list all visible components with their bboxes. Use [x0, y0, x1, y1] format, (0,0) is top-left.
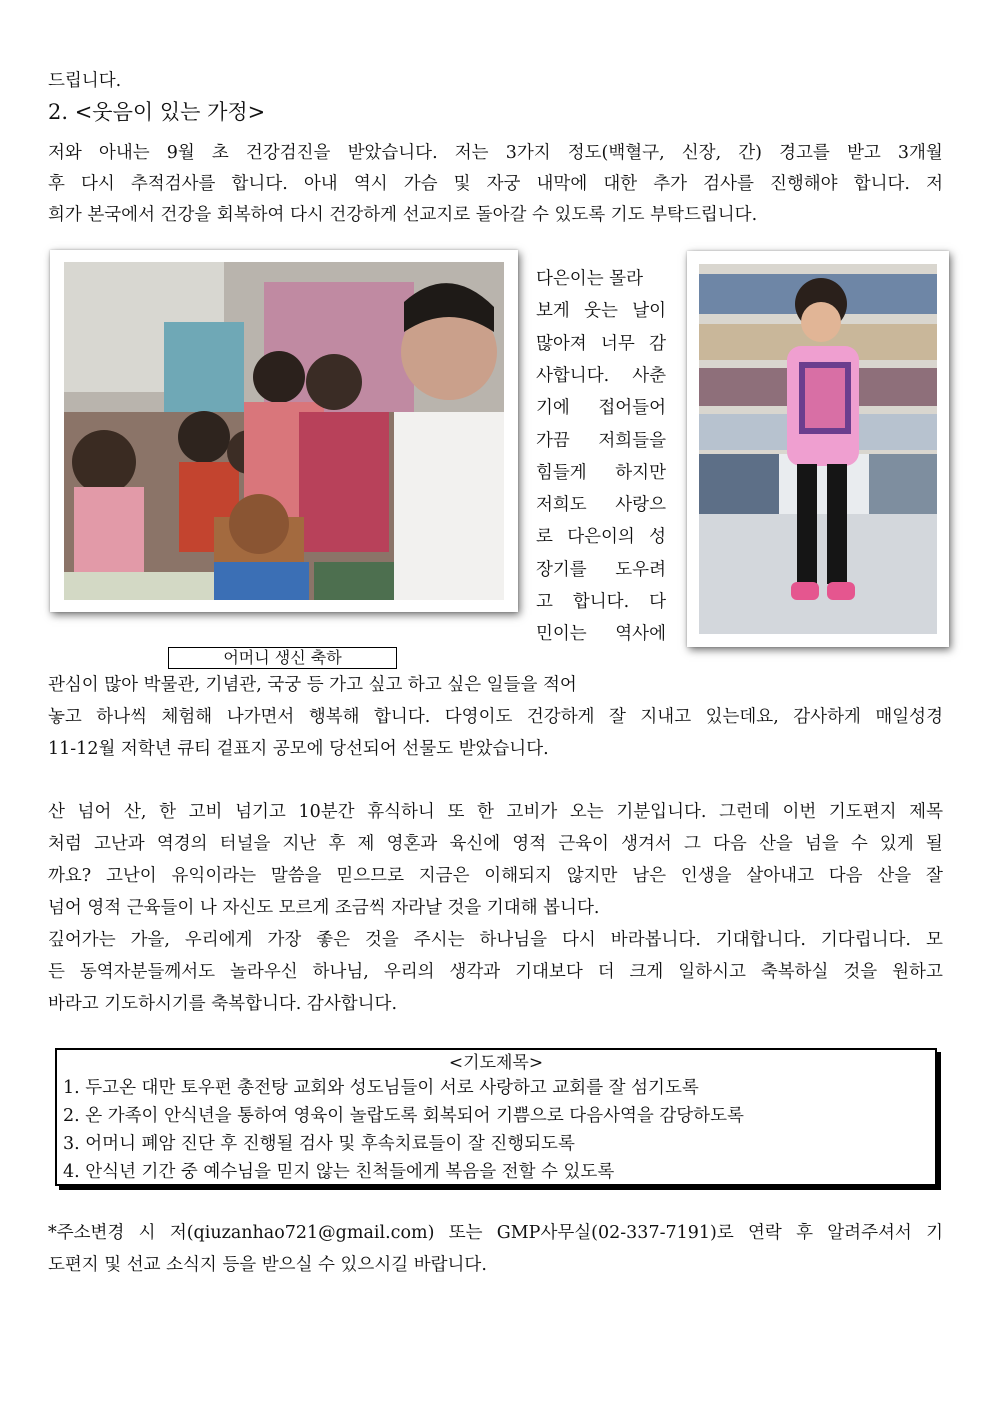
children-line-3: 11-12월 저학년 큐티 겉표지 공모에 당선되어 선물도 받았습니다.: [48, 739, 549, 759]
word: 고비: [188, 802, 223, 822]
word: 오는: [569, 802, 604, 822]
word: 기대보다: [515, 962, 583, 982]
word: 역시: [353, 174, 388, 194]
word: 든: [48, 962, 65, 982]
word: 깊어가는: [48, 930, 116, 950]
word: 정도(백혈구,: [567, 143, 665, 163]
word: 놓고: [48, 707, 82, 727]
prayer-topics-box: [55, 1048, 937, 1186]
word: 믿으므로: [336, 866, 404, 886]
word: 지난: [282, 834, 317, 854]
word: 그런데: [719, 802, 770, 822]
word: 도우려: [615, 559, 666, 580]
word: 건강하게: [526, 707, 595, 727]
word: 다시: [562, 930, 596, 950]
autumn-line-2: [48, 957, 943, 987]
word: 될: [925, 834, 943, 854]
children-line-1: 관심이 많아 박물관, 기념관, 국궁 등 가고 싶고 하고 싶은 일들을 적어: [48, 675, 577, 695]
prayer-item-3: 3. 어머니 폐암 진단 후 진행될 검사 및 후속치료들이 잘 진행되도록: [63, 1134, 575, 1154]
word: 저희들을: [598, 430, 666, 451]
word: 까요?: [48, 866, 92, 886]
word: 잘: [609, 707, 626, 727]
word: 저(qiuzanhao721@gmail.com): [169, 1223, 435, 1243]
word: 않지만: [566, 866, 618, 886]
word: 것을: [365, 930, 399, 950]
word: 및: [453, 174, 471, 194]
prayer-title: <기도제목>: [448, 1053, 544, 1073]
word: 넘기고: [235, 802, 286, 822]
word: 하나님,: [312, 962, 369, 982]
family-photo-frame: [50, 250, 518, 612]
family-birthday-photo: [64, 262, 504, 600]
word: 가끔: [536, 430, 570, 451]
word: 내막에: [536, 174, 588, 194]
word: 하나님을: [479, 930, 548, 950]
word: 산을: [758, 834, 793, 854]
word: 자궁: [486, 174, 521, 194]
word: 다: [649, 592, 666, 612]
autumn-line-3: 바라고 기도하시기를 축복합니다. 감사합니다.: [48, 994, 398, 1014]
word: 인생을: [680, 866, 732, 886]
word: 10분간: [298, 802, 355, 822]
word: 3개월: [897, 143, 943, 163]
word: 사합니다.: [536, 365, 610, 386]
health-line-2: [48, 169, 943, 199]
word: 하나씩: [96, 707, 148, 727]
mountain-line-1: [48, 797, 943, 827]
opening-line: 드립니다.: [48, 71, 122, 91]
mountain-line-3: [48, 861, 943, 891]
word: 산을: [877, 866, 912, 886]
side-line-12: [536, 618, 666, 650]
prayer-item-1: 1. 두고온 대만 토우펀 총전탕 교회와 성도님들이 서로 사랑하고 교회를 잘 섬기도록: [63, 1078, 699, 1098]
word: 살아내고: [746, 866, 814, 886]
word: 행복해: [308, 707, 360, 727]
word: 또는: [448, 1223, 483, 1243]
word: GMP사무실(02-337-7191)로: [496, 1223, 734, 1243]
word: 산: [48, 802, 65, 822]
word: 접어들어: [598, 398, 666, 419]
side-line-10: [536, 554, 666, 586]
autumn-line-1: [48, 925, 943, 955]
word: 한: [477, 802, 494, 822]
word: 추적검사를: [130, 174, 216, 194]
word: 가장: [267, 930, 302, 950]
word: 성: [649, 527, 666, 548]
side-line-8: [536, 489, 666, 521]
prayer-item-4: 4. 안식년 기간 중 예수님을 믿지 않는 친척들에게 복음을 전할 수 있도록: [63, 1162, 615, 1182]
word: 고난과: [93, 834, 145, 854]
side-line-5: [536, 392, 666, 424]
word: 우리의: [383, 962, 435, 982]
word: 이해되지: [484, 866, 552, 886]
address-note-line-1: [48, 1218, 943, 1248]
word: 감: [649, 333, 666, 354]
word: 지금은: [418, 866, 470, 886]
word: 합니다.: [231, 174, 288, 194]
word: 대한: [603, 174, 638, 194]
photo-caption: 어머니 생신 축하: [168, 647, 397, 669]
word: 알려주셔서: [827, 1223, 912, 1243]
word: 후: [48, 174, 65, 194]
word: 역경의: [156, 834, 208, 854]
word: 있는데요,: [705, 707, 779, 727]
word: 합니다.: [853, 174, 910, 194]
word: 육신에: [449, 834, 501, 854]
mountain-line-4: 넘어 영적 근육들이 나 자신도 모르게 조금씩 자라날 것을 기대해 봅니다.: [48, 898, 600, 918]
word: 기다립니다.: [820, 930, 911, 950]
word: 일하시고: [678, 962, 746, 982]
word: 경고를: [779, 143, 830, 163]
word: 합니다.: [374, 707, 431, 727]
word: 후: [328, 834, 346, 854]
word: 제목: [909, 802, 943, 822]
word: 주시는: [413, 930, 465, 950]
word: 역사에: [615, 624, 666, 645]
word: 보게: [536, 301, 570, 322]
side-line-7: [536, 457, 666, 489]
health-line-1: [48, 138, 943, 168]
side-line-1: 다은이는 몰라: [536, 269, 643, 289]
word: 가슴: [403, 174, 438, 194]
word: 근육이: [558, 834, 609, 854]
word: 나가면서: [226, 707, 295, 727]
word: 9월: [166, 143, 195, 163]
word: 넘어: [77, 802, 112, 822]
word: 힘들게: [536, 462, 587, 483]
word: 좋은: [316, 930, 351, 950]
word: 장기를: [536, 559, 587, 580]
word: 받았습니다.: [347, 143, 438, 163]
word: 있게: [879, 834, 914, 854]
word: 건강검진을: [245, 143, 331, 163]
word: 받고: [846, 143, 881, 163]
word: 감사하게: [793, 707, 861, 727]
word: 신장,: [681, 143, 722, 163]
word: 고비가: [506, 802, 558, 822]
word: 후: [796, 1223, 814, 1243]
word: 진행해야: [769, 174, 838, 194]
word: 것을: [843, 962, 878, 982]
word: 저: [926, 174, 943, 194]
mountain-line-2: [48, 829, 943, 859]
word: 생겨서: [621, 834, 672, 854]
word: 영적: [512, 834, 547, 854]
word: 다시: [81, 174, 115, 194]
word: 하지만: [615, 462, 666, 483]
word: 합니다.: [572, 592, 630, 612]
word: 수: [850, 834, 868, 854]
word: 아내: [303, 174, 338, 194]
girl-bookstore-photo: [699, 264, 937, 634]
word: 날이: [632, 301, 666, 322]
word: 아내는: [98, 143, 150, 163]
word: 사춘: [632, 365, 666, 386]
word: 연락: [748, 1223, 782, 1243]
word: 웃는: [584, 301, 618, 322]
word: 가을,: [130, 930, 170, 950]
word: 다음: [828, 866, 863, 886]
word: 3가지: [505, 143, 551, 163]
health-line-3: 희가 본국에서 건강을 회복하여 다시 건강하게 선교지로 돌아갈 수 있도록 기도 부탁드립니다.: [48, 205, 758, 225]
side-line-6: [536, 425, 666, 457]
word: 고: [536, 592, 553, 612]
word: 산,: [124, 802, 147, 822]
word: 시: [138, 1223, 156, 1243]
word: 놀라우신: [230, 962, 298, 982]
word: 기도편지: [828, 802, 897, 822]
side-line-9: [536, 521, 666, 553]
word: 다영이도: [444, 707, 513, 727]
word: 더: [597, 962, 615, 982]
word: 제: [357, 834, 375, 854]
word: 영혼과: [386, 834, 438, 854]
word: 축복하실: [760, 962, 829, 982]
word: 넘을: [804, 834, 839, 854]
word: 다은이의: [567, 527, 635, 548]
side-line-4: [536, 360, 666, 392]
word: 터널을: [219, 834, 271, 854]
girl-photo-frame: [687, 251, 949, 647]
word: 또: [447, 802, 465, 822]
word: 이번: [782, 802, 817, 822]
word: 초: [211, 143, 229, 163]
word: 바라봅니다.: [610, 930, 701, 950]
word: 고난이: [106, 866, 157, 886]
side-line-3: [536, 328, 666, 360]
word: 로: [536, 527, 553, 548]
side-line-2: [536, 295, 666, 327]
word: 처럼: [48, 834, 82, 854]
word: 지내고: [640, 707, 692, 727]
word: 원하고: [892, 962, 943, 982]
word: 우리에게: [184, 930, 253, 950]
word: 기에: [536, 398, 570, 419]
word: 추가: [653, 174, 688, 194]
word: 남은: [632, 866, 667, 886]
word: 동역자분들께서도: [79, 962, 216, 982]
address-note-line-2: 도편지 및 선교 소식지 등을 받으실 수 있으시길 바랍니다.: [48, 1255, 487, 1275]
side-line-11: [536, 586, 666, 618]
word: 휴식하니: [367, 802, 435, 822]
word: 민이는: [536, 624, 587, 645]
word: 말씀을: [270, 866, 322, 886]
section-title: 2. <웃음이 있는 가정>: [48, 100, 266, 124]
word: *주소변경: [48, 1223, 125, 1243]
word: 기대합니다.: [715, 930, 806, 950]
word: 많아져: [536, 333, 587, 354]
word: 그: [683, 834, 701, 854]
word: 크게: [629, 962, 664, 982]
word: 기: [926, 1223, 943, 1243]
word: 기분입니다.: [616, 802, 707, 822]
word: 다음: [713, 834, 747, 854]
word: 유익이라는: [171, 866, 257, 886]
word: 저희도: [536, 495, 587, 516]
word: 한: [159, 802, 177, 822]
word: 너무: [601, 333, 635, 354]
children-line-2: [48, 702, 943, 732]
word: 매일성경: [875, 707, 943, 727]
prayer-item-2: 2. 온 가족이 안식년을 통하여 영육이 놀랍도록 회복되어 기쁨으로 다음사역을 감당하도록: [63, 1106, 744, 1126]
word: 생각과: [449, 962, 501, 982]
word: 사랑으: [615, 495, 666, 516]
word: 검사를: [703, 174, 754, 194]
word: 간): [738, 143, 762, 163]
word: 모: [925, 930, 943, 950]
word: 저는: [454, 143, 489, 163]
word: 저와: [48, 143, 82, 163]
word: 체험해: [161, 707, 213, 727]
word: 잘: [926, 866, 943, 886]
